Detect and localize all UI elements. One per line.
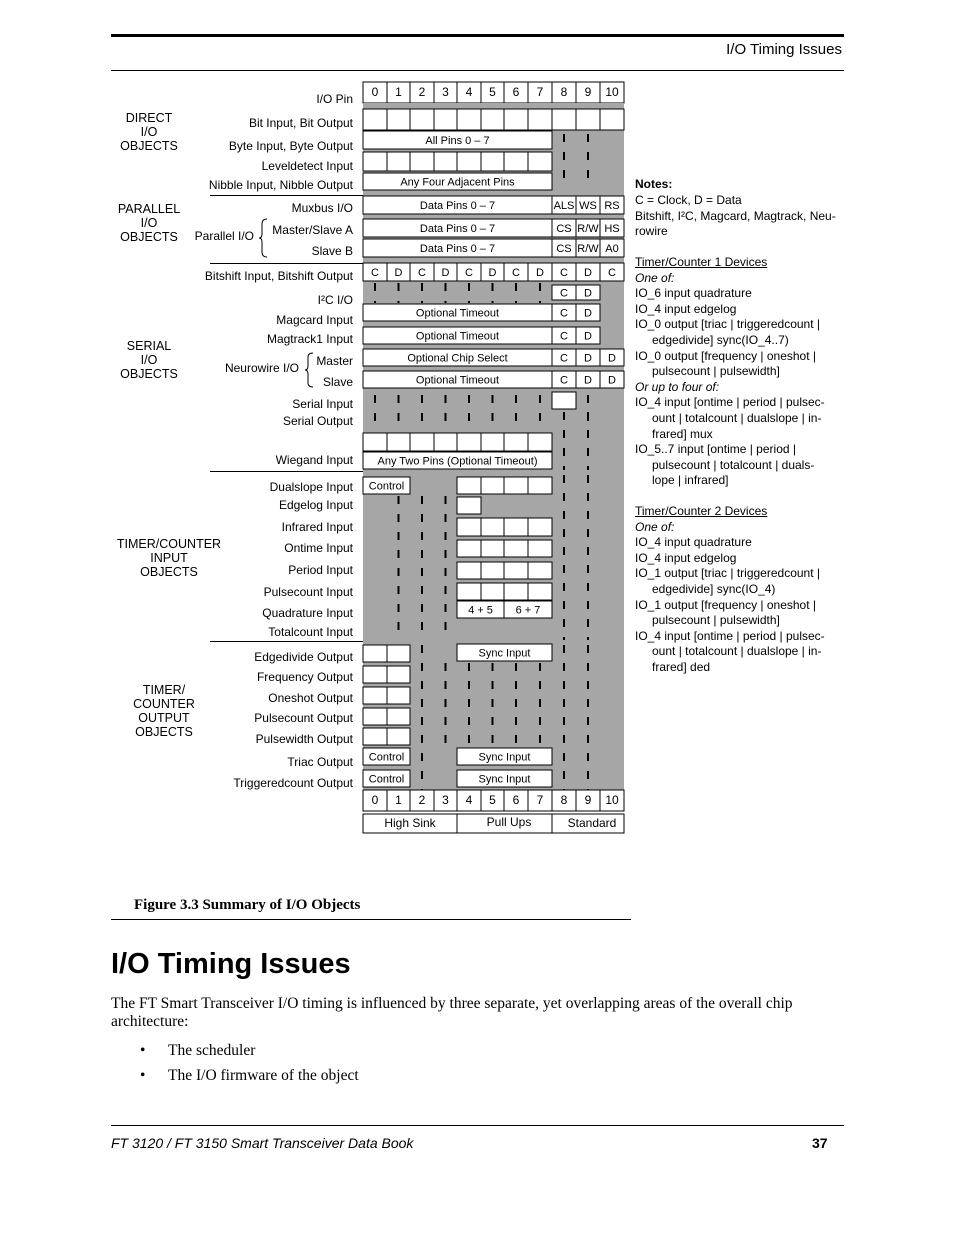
cell-label: Sync Input <box>478 773 531 786</box>
pin-cell <box>457 109 481 130</box>
pin-cell <box>410 109 434 130</box>
cell-label: C <box>560 267 568 279</box>
figure-caption: Figure 3.3 Summary of I/O Objects <box>134 897 361 913</box>
pin-cell <box>504 518 528 536</box>
cell-label: C <box>371 267 379 279</box>
note-line: lope | infrared] <box>652 473 729 488</box>
cell-label: C <box>512 267 520 279</box>
notes-title: Notes: <box>635 177 673 191</box>
cell-label: A0 <box>605 243 619 255</box>
pin-cell <box>363 708 387 725</box>
pin-number: 9 <box>584 85 592 99</box>
pin-number: 0 <box>371 793 379 807</box>
cell-label: C <box>560 352 568 365</box>
list-item: • The I/O firmware of the object <box>140 1067 359 1084</box>
note-line: pulsecount | pulsewidth] <box>652 613 780 628</box>
pin-cell <box>387 728 410 745</box>
caption-rule <box>111 919 631 920</box>
cell-label: C <box>560 374 568 387</box>
pin-cell <box>387 645 410 662</box>
group-serial: SERIAL I/O OBJECTS <box>120 339 178 381</box>
row-label: Pulsecount Output <box>254 711 353 725</box>
row-label: Master/Slave A <box>272 223 353 237</box>
pin-number: 1 <box>395 85 402 99</box>
row-label: Master <box>316 354 353 368</box>
group-direct: DIRECT I/O OBJECTS <box>120 111 178 153</box>
row-label: Leveldetect Input <box>261 159 353 173</box>
pin-cell <box>363 645 387 662</box>
pin-cell <box>363 687 387 704</box>
list-item: • The scheduler <box>140 1042 256 1059</box>
pin-cell <box>528 562 552 579</box>
pin-number: 5 <box>489 85 496 99</box>
pin-cell <box>363 728 387 745</box>
cell-label: D <box>584 352 592 365</box>
note-line: edgedivide] sync(IO_4..7) <box>652 333 789 347</box>
row-label: Wiegand Input <box>275 453 353 467</box>
pin-cell <box>410 152 434 171</box>
pin-number: 10 <box>605 85 619 99</box>
row-label: Parallel I/O <box>194 229 254 243</box>
pin-cell <box>504 433 528 451</box>
pin-cell <box>410 433 434 451</box>
cell-label: WS <box>579 200 597 212</box>
note-line: C = Clock, D = Data <box>635 193 742 207</box>
row-label: Quadrature Input <box>262 606 353 620</box>
row-label: Period Input <box>288 563 353 577</box>
row-label: Oneshot Output <box>268 691 353 705</box>
row-label: Serial Output <box>282 414 353 428</box>
pin-cell <box>481 109 504 130</box>
row-label: Neurowire I/O <box>224 361 299 375</box>
pin-cell <box>481 433 504 451</box>
row-label: Serial Input <box>292 397 353 411</box>
cell-label: D <box>608 352 616 365</box>
pin-number: 6 <box>512 85 520 99</box>
note-line: rowire <box>635 224 668 238</box>
pin-cell <box>387 708 410 725</box>
cell-label: R/W <box>577 243 599 255</box>
note-line: ount | totalcount | dualslope | in- <box>652 644 822 659</box>
note-line: IO_4 input [ontime | period | pulsec- <box>635 395 825 410</box>
pin-cell <box>528 152 552 171</box>
cell-label: Any Four Adjacent Pins <box>400 176 515 189</box>
row-label: Muxbus I/O <box>291 201 353 215</box>
pin-cell <box>457 562 481 579</box>
legend-label: Pull Ups <box>486 815 532 829</box>
pin-cell <box>363 109 387 130</box>
pin-cell <box>434 152 457 171</box>
pin-cell <box>434 109 457 130</box>
pin-cell <box>481 540 504 557</box>
cell-label: CS <box>556 243 572 255</box>
note-line: Or up to four of: <box>635 379 720 394</box>
pin-cell <box>481 562 504 579</box>
row-label: I²C I/O <box>317 293 353 307</box>
pin-number: 8 <box>560 85 568 99</box>
row-label: Edgedivide Output <box>254 650 353 664</box>
pin-number: 4 <box>465 85 473 99</box>
pin-number: 2 <box>418 793 426 807</box>
pin-cell <box>528 583 552 600</box>
group-timer-output: TIMER/ COUNTER OUTPUT OBJECTS <box>133 683 195 739</box>
note-line: frared] mux <box>652 426 713 441</box>
cell-label: Sync Input <box>478 751 531 764</box>
pin-cell <box>457 152 481 171</box>
pin-cell <box>363 433 387 451</box>
row-label: Slave B <box>311 244 353 258</box>
cell <box>552 392 576 409</box>
pin-cell <box>528 540 552 557</box>
row-label: Triac Output <box>287 755 353 769</box>
pin-number: 0 <box>371 85 379 99</box>
cell-label: RS <box>604 200 620 212</box>
cell-label: Optional Timeout <box>415 330 500 343</box>
cell-label: Optional Chip Select <box>407 352 508 365</box>
cell <box>457 497 481 514</box>
pin-cell <box>387 109 410 130</box>
legend-label: High Sink <box>384 816 436 830</box>
row-label: Nibble Input, Nibble Output <box>208 178 353 192</box>
pin-cell <box>457 583 481 600</box>
row-label: I/O Pin <box>316 92 353 106</box>
note-line: IO_6 input quadrature <box>635 286 752 301</box>
cell <box>552 109 576 130</box>
cell-label: D <box>394 267 403 279</box>
pin-cell <box>504 477 528 494</box>
row-label: Infrared Input <box>281 520 353 534</box>
pin-cell <box>481 152 504 171</box>
note-line: IO_4 input [ontime | period | pulsec- <box>635 628 825 643</box>
pin-cell <box>504 562 528 579</box>
pin-cell <box>504 583 528 600</box>
row-label: Pulsewidth Output <box>255 732 353 746</box>
cell-label: ALS <box>553 200 575 212</box>
pin-cell <box>457 433 481 451</box>
pin-cell <box>504 109 528 130</box>
pin-number: 9 <box>584 793 592 807</box>
row-label: Magtrack1 Input <box>266 332 353 346</box>
cell-label: C <box>560 307 568 320</box>
note-line: pulsecount | totalcount | duals- <box>652 457 815 472</box>
pin-cell <box>457 518 481 536</box>
pin-cell <box>504 540 528 557</box>
cell-label: CS <box>556 223 572 235</box>
cell-label: D <box>584 374 592 387</box>
pin-cell <box>528 433 552 451</box>
note-line: IO_1 output [frequency | oneshot | <box>635 597 817 612</box>
note-line: IO_4 input edgelog <box>635 301 737 316</box>
row-label: Edgelog Input <box>278 498 353 512</box>
row-label: Triggeredcount Output <box>233 776 353 790</box>
note-line: edgedivide] sync(IO_4) <box>652 582 776 596</box>
cell-label: Sync Input <box>478 647 531 660</box>
cell-label: Control <box>368 480 405 493</box>
cell-label: D <box>584 330 592 343</box>
cell-label: R/W <box>577 223 599 235</box>
pin-cell <box>434 433 457 451</box>
footer-title: FT 3120 / FT 3150 Smart Transceiver Data Book <box>111 1135 414 1151</box>
note-line: pulsecount | pulsewidth] <box>652 364 780 379</box>
cell-label: Data Pins 0 – 7 <box>419 200 496 212</box>
pin-cell <box>387 433 410 451</box>
pin-number: 1 <box>395 793 402 807</box>
cell-label: Data Pins 0 – 7 <box>419 223 496 235</box>
cell-label: D <box>584 307 592 320</box>
pin-cell <box>528 109 552 130</box>
notes-tc2-title: Timer/Counter 2 Devices <box>635 504 768 518</box>
pin-cell <box>481 583 504 600</box>
note-line: IO_5..7 input [ontime | period | <box>635 442 796 457</box>
cell-label: C <box>465 267 473 279</box>
pin-number: 10 <box>605 793 619 807</box>
row-label: Dualslope Input <box>269 480 353 494</box>
group-timer-input: TIMER/COUNTER INPUT OBJECTS <box>116 537 222 579</box>
note-line: One of: <box>635 519 675 534</box>
cell-label: Data Pins 0 – 7 <box>419 243 496 255</box>
row-label: Byte Input, Byte Output <box>228 139 353 153</box>
pin-number: 5 <box>489 793 496 807</box>
notes-tc1-title: Timer/Counter 1 Devices <box>635 255 768 269</box>
pin-number: 3 <box>442 85 449 99</box>
footer-rule <box>111 1125 844 1126</box>
cell <box>576 109 600 130</box>
cell-label: D <box>536 267 544 279</box>
pin-number: 4 <box>465 793 473 807</box>
cell-label: Optional Timeout <box>415 374 500 387</box>
pin-number: 3 <box>442 793 449 807</box>
note-line: ount | totalcount | dualslope | in- <box>652 411 822 425</box>
pin-cell <box>504 152 528 171</box>
row-label: Bit Input, Bit Output <box>248 116 353 130</box>
row-label: Magcard Input <box>276 313 353 327</box>
pin-cell <box>363 666 387 683</box>
row-label: Pulsecount Input <box>263 585 353 599</box>
cell-label: Optional Timeout <box>415 307 500 320</box>
note-line: IO_4 input quadrature <box>635 535 752 550</box>
pin-cell <box>457 477 481 494</box>
row-label: Slave <box>322 375 353 389</box>
note-line: IO_4 input edgelog <box>635 550 737 565</box>
row-label: Totalcount Input <box>268 625 353 639</box>
cell-label: 6 + 7 <box>515 604 541 617</box>
cell-label: Control <box>368 773 405 786</box>
cell-label: All Pins 0 – 7 <box>425 135 490 147</box>
page-number: 37 <box>812 1135 828 1151</box>
cell-label: C <box>418 267 426 279</box>
cell-label: D <box>608 374 616 387</box>
row-label: Ontime Input <box>284 541 353 555</box>
cell-label: D <box>441 267 450 279</box>
body-paragraph: The FT Smart Transceiver I/O timing is influenced by three separate, yet overlapping areas of the overall chip architecture: <box>111 995 793 1030</box>
group-parallel: PARALLEL I/O OBJECTS <box>117 202 181 244</box>
pin-cell <box>528 477 552 494</box>
note-line: IO_1 output [triac | triggeredcount | <box>635 566 821 581</box>
cell-label: Control <box>368 751 405 764</box>
pin-cell <box>481 477 504 494</box>
row-label: Bitshift Input, Bitshift Output <box>204 269 353 283</box>
note-line: One of: <box>635 270 675 285</box>
pin-number: 6 <box>512 793 520 807</box>
pin-cell <box>481 518 504 536</box>
cell-label: Any Two Pins (Optional Timeout) <box>377 455 538 468</box>
pin-number: 7 <box>536 85 544 99</box>
section-heading: I/O Timing Issues <box>111 948 351 980</box>
row-label: Frequency Output <box>256 670 353 684</box>
note-line: IO_0 output [triac | triggeredcount | <box>635 317 821 332</box>
cell-label: 4 + 5 <box>468 604 493 617</box>
pin-cell <box>387 152 410 171</box>
cell-label: HS <box>604 223 620 235</box>
cell-label: D <box>488 267 497 279</box>
pin-number: 7 <box>536 793 544 807</box>
pin-number: 2 <box>418 85 426 99</box>
pin-cell <box>363 152 387 171</box>
legend-label: Standard <box>567 816 617 830</box>
cell-label: C <box>560 330 568 343</box>
pin-number: 8 <box>560 793 568 807</box>
note-line: IO_0 output [frequency | oneshot | <box>635 348 817 363</box>
cell-label: C <box>560 287 568 300</box>
pin-cell <box>528 518 552 536</box>
pin-cell <box>387 687 410 704</box>
pin-cell <box>387 666 410 683</box>
cell-label: D <box>584 267 592 279</box>
running-header: I/O Timing Issues <box>726 41 842 58</box>
pin-cell <box>457 540 481 557</box>
cell <box>600 109 624 130</box>
cell-label: C <box>608 267 616 279</box>
note-line: frared] ded <box>652 660 711 674</box>
note-line: Bitshift, I²C, Magcard, Magtrack, Neu- <box>635 208 836 223</box>
cell-label: D <box>584 287 592 300</box>
